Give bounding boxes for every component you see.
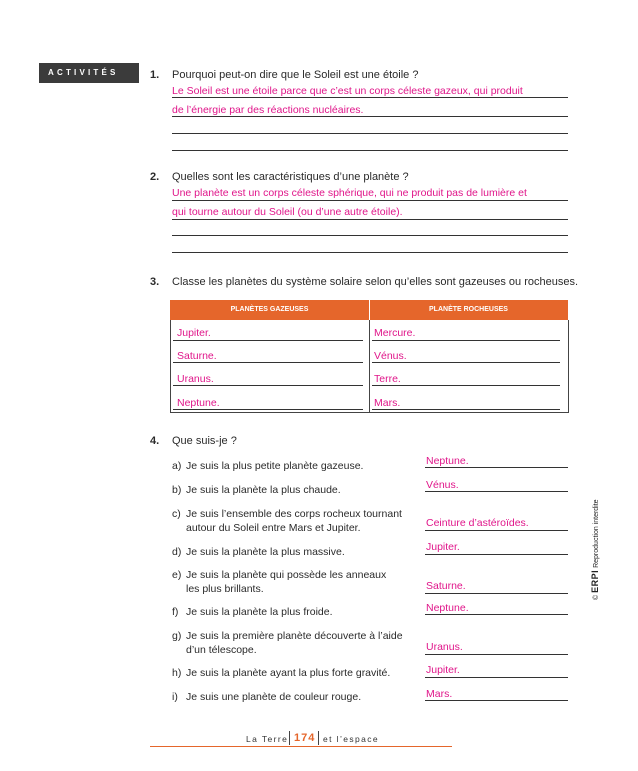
- page-number: 174: [294, 732, 316, 744]
- riddle-f-label: f): [172, 606, 179, 618]
- answer-rule: [425, 654, 568, 655]
- riddle-a-answer: Neptune.: [426, 455, 469, 467]
- answer-rule: [173, 340, 363, 341]
- answer-rule: [372, 385, 560, 386]
- answer-rule: [425, 593, 568, 594]
- riddle-e-answer: Saturne.: [426, 580, 466, 592]
- riddle-e-text-line-2: les plus brillants.: [186, 583, 264, 595]
- gaseous-planet-4: Neptune.: [177, 397, 220, 409]
- riddle-e-label: e): [172, 569, 182, 581]
- section-tab: ACTIVITÉS: [39, 63, 139, 83]
- riddle-a-label: a): [172, 460, 182, 472]
- riddle-c-text-line-2: autour du Soleil entre Mars et Jupiter.: [186, 522, 361, 534]
- answer-rule: [172, 219, 568, 220]
- riddle-h-label: h): [172, 667, 182, 679]
- rocky-planet-2: Vénus.: [374, 350, 407, 362]
- answer-rule: [172, 235, 568, 236]
- riddle-f-text: Je suis la planète la plus froide.: [186, 606, 333, 618]
- riddle-h-answer: Jupiter.: [426, 664, 460, 676]
- rocky-planet-4: Mars.: [374, 397, 401, 409]
- answer-rule: [172, 116, 568, 117]
- rocky-planet-1: Mercure.: [374, 327, 416, 339]
- question-2-number: 2.: [150, 171, 160, 183]
- answer-rule: [173, 362, 363, 363]
- answer-rule: [425, 467, 568, 468]
- question-1-answer-line-2: de l’énergie par des réactions nucléaires.: [172, 104, 364, 116]
- answer-rule: [172, 200, 568, 201]
- question-2-answer-line-1: Une planète est un corps céleste sphérique, qui ne produit pas de lumière et: [172, 187, 527, 199]
- question-1-answer-line-1: Le Soleil est une étoile parce que c’est un corps céleste gazeux, qui produit: [172, 85, 523, 97]
- riddle-d-answer: Jupiter.: [426, 541, 460, 553]
- footer-left-text: La Terre: [246, 734, 289, 744]
- answer-rule: [425, 677, 568, 678]
- table-divider: [369, 320, 370, 412]
- riddle-g-text-line-2: d’un télescope.: [186, 644, 257, 656]
- question-3-text: Classe les planètes du système solaire selon qu’elles sont gazeuses ou rocheuses.: [172, 276, 579, 288]
- answer-rule: [425, 614, 568, 615]
- footer-divider: [289, 731, 290, 745]
- riddle-f-answer: Neptune.: [426, 602, 469, 614]
- riddle-d-label: d): [172, 546, 182, 558]
- answer-rule: [425, 530, 568, 531]
- header-rocky: PLANÈTE ROCHEUSES: [429, 306, 508, 313]
- header-gaseous: PLANÈTES GAZEUSES: [230, 306, 309, 313]
- question-3-number: 3.: [150, 276, 160, 288]
- question-2-text: Quelles sont les caractéristiques d’une planète ?: [172, 171, 409, 183]
- riddle-b-label: b): [172, 484, 182, 496]
- riddle-h-text: Je suis la planète ayant la plus forte gravité.: [186, 667, 391, 679]
- answer-rule: [173, 409, 363, 410]
- question-1-text: Pourquoi peut-on dire que le Soleil est une étoile ?: [172, 69, 419, 81]
- copyright-text: Reproduction interdite: [593, 499, 600, 568]
- gaseous-planet-2: Saturne.: [177, 350, 217, 362]
- riddle-g-answer: Uranus.: [426, 641, 463, 653]
- answer-rule: [372, 409, 560, 410]
- riddle-g-label: g): [172, 630, 182, 642]
- gaseous-planet-3: Uranus.: [177, 373, 214, 385]
- copyright-symbol: ©: [593, 594, 600, 600]
- answer-rule: [173, 385, 363, 386]
- answer-rule: [372, 362, 560, 363]
- answer-rule: [172, 133, 568, 134]
- footer-rule: [150, 746, 452, 747]
- riddle-e-text-line-1: Je suis la planète qui possède les anneaux: [186, 569, 387, 581]
- copyright-notice: [590, 499, 600, 600]
- riddle-b-text: Je suis la planète la plus chaude.: [186, 484, 341, 496]
- riddle-c-text-line-1: Je suis l’ensemble des corps rocheux tournant: [186, 508, 402, 520]
- answer-rule: [172, 150, 568, 151]
- question-4-number: 4.: [150, 435, 160, 447]
- footer-divider: [318, 731, 319, 745]
- rocky-planet-3: Terre.: [374, 373, 401, 385]
- riddle-d-text: Je suis la planète la plus massive.: [186, 546, 345, 558]
- copyright-brand: ERPI: [590, 569, 600, 593]
- riddle-i-answer: Mars.: [426, 688, 453, 700]
- answer-rule: [372, 340, 560, 341]
- answer-rule: [425, 554, 568, 555]
- riddle-c-label: c): [172, 508, 181, 520]
- question-4-text: Que suis-je ?: [172, 435, 237, 447]
- answer-rule: [425, 700, 568, 701]
- riddle-i-text: Je suis une planète de couleur rouge.: [186, 691, 362, 703]
- answer-rule: [425, 491, 568, 492]
- question-2-answer-line-2: qui tourne autour du Soleil (ou d’une autre étoile).: [172, 206, 403, 218]
- gaseous-planet-1: Jupiter.: [177, 327, 211, 339]
- riddle-i-label: i): [172, 691, 178, 703]
- riddle-a-text: Je suis la plus petite planète gazeuse.: [186, 460, 364, 472]
- question-1-number: 1.: [150, 69, 160, 81]
- riddle-b-answer: Vénus.: [426, 479, 459, 491]
- answer-rule: [172, 97, 568, 98]
- riddle-g-text-line-1: Je suis la première planète découverte à l’aide: [186, 630, 403, 642]
- footer-right-text: et l’espace: [323, 734, 380, 744]
- answer-rule: [172, 252, 568, 253]
- riddle-c-answer: Ceinture d’astéroïdes.: [426, 517, 529, 529]
